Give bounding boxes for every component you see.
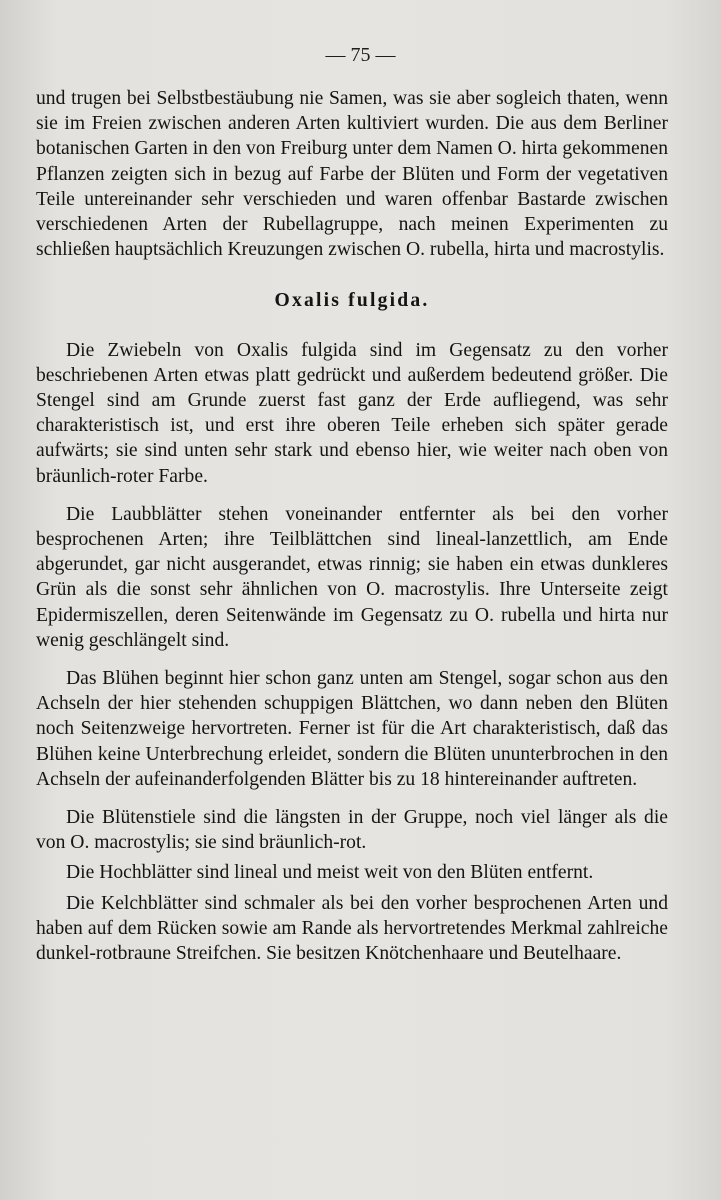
paragraph-leaves: Die Laubblätter stehen voneinander entfernter als bei den vorher besprochenen Arten; ihre Teilblättchen sind lineal-lanzettlich, am Ende abgerundet, gar nicht ausgerandet, etwas rinnig; sie haben ein etwas dunkleres Grün als die sonst sehr ähnlichen von O. macrostylis. Ihre Unterseite zeigt Epidermiszellen, deren Seitenwände im Gegensatz zu O. rubella und hirta nur wenig geschlängelt sind.	[36, 503, 668, 651]
page-number: — 75 —	[325, 44, 396, 66]
paragraph-flower-stalks: Die Blütenstiele sind die längsten in der Gruppe, noch viel länger als die von O. macrostylis; sie sind bräunlich-rot.	[36, 807, 668, 854]
paragraph-continuation: und trugen bei Selbstbestäubung nie Samen, was sie aber sogleich thaten, wenn sie im Freien zwischen anderen Arten kultiviert wurden. Die aus dem Berliner botanischen Garten in den von Freiburg unter dem Namen O. hirta gekommenen Pflanzen zeigten sich in bezug auf Farbe der Blüten und Form der vegetativen Teile untereinander sehr verschieden und waren offenbar Bastarde zwischen verschiedenen Arten der Rubellagruppe, nach meinen Experimenten zu schließen hauptsächlich Kreuzungen zwischen O. rubella, hirta und macrostylis.	[36, 88, 668, 261]
body-text	[36, 86, 668, 966]
paragraph-flowering: Das Blühen beginnt hier schon ganz unten am Stengel, sogar schon aus den Achseln der hier stehenden schuppigen Blättchen, wo dann neben den Blüten noch Seitenzweige hervortreten. Ferner ist für die Art charakteristisch, daß das Blühen keine Unterbrechung erleidet, sondern die Blüten ununterbrochen in den Achseln der aufeinanderfolgenden Blätter bis zu 18 hintereinander auftreten.	[36, 668, 668, 790]
section-heading: Oxalis fulgida.	[274, 290, 430, 312]
paragraph-sepals: Die Kelchblätter sind schmaler als bei den vorher besprochenen Arten und haben auf dem Rücken sowie am Rande als hervortretendes Merkmal zahlreiche dunkel-rotbraune Streifchen. Sie besitzen Knötchenhaare und Beutelhaare.	[36, 892, 668, 965]
paragraph-bulbs: Die Zwiebeln von Oxalis fulgida sind im Gegensatz zu den vorher beschriebenen Arten etwas platt gedrückt und außerdem bedeutend größer. Die Stengel sind am Grunde zuerst fast ganz der Erde aufliegend, was sehr charakteristisch ist, und erst ihre oberen Teile erheben sich später gerade aufwärts; sie sind unten sehr stark und ebenso hier, wie weiter nach oben von bräunlich-roter Farbe.	[36, 339, 668, 487]
paragraph-bracts: Die Hochblätter sind lineal und meist weit von den Blüten entfernt.	[66, 862, 594, 884]
